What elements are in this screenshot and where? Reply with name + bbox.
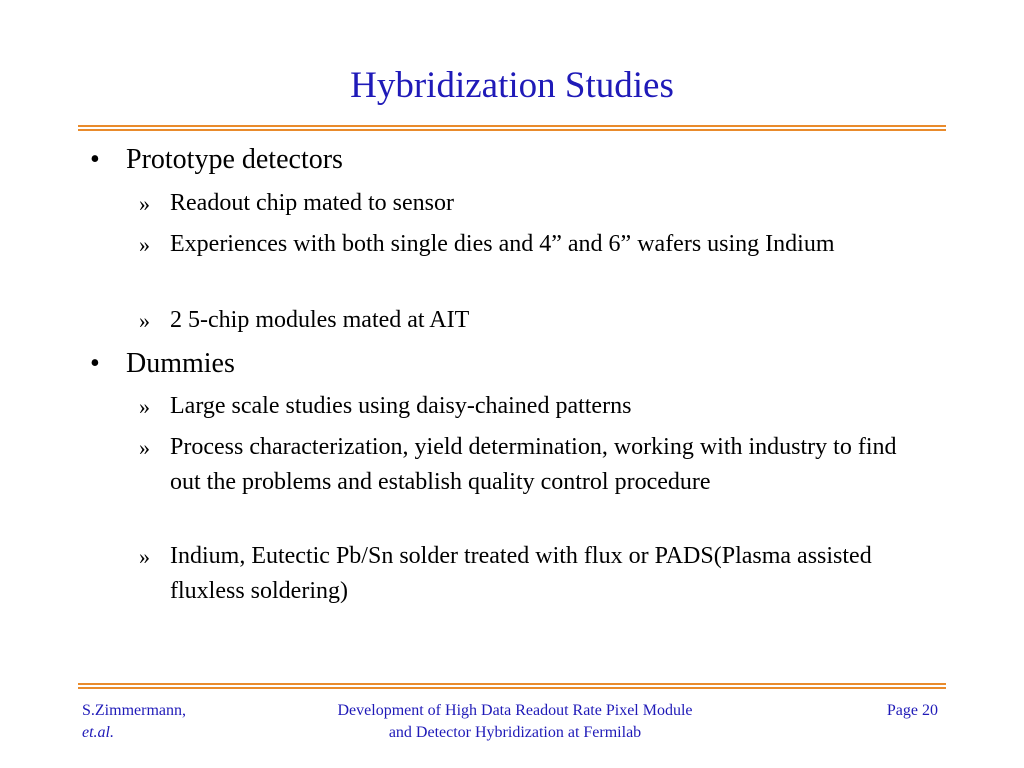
sub-bullet [139, 389, 930, 424]
sub-bullet-text: 2 5-chip modules mated at AIT [170, 307, 470, 333]
footer-author [82, 700, 186, 744]
sub-bullet [139, 539, 930, 609]
sub-bullet-text: Indium, Eutectic Pb/Sn solder treated with flux or PADS(Plasma assisted fluxless soldering) [170, 543, 872, 604]
sub-bullet-text: Readout chip mated to sensor [170, 190, 454, 216]
slide-title: Hybridization Studies [350, 65, 674, 106]
footer-author-etal: et.al. [82, 724, 114, 741]
bullet-marker: • [90, 348, 100, 379]
footer-rule-line [78, 683, 946, 685]
sub-bullet-marker: » [139, 232, 150, 257]
bullet-marker: • [90, 144, 100, 175]
sub-bullet [139, 186, 930, 221]
footer-presentation-title [270, 700, 760, 744]
bullet-text: Dummies [126, 348, 235, 379]
footer-title-line: and Detector Hybridization at Fermilab [388, 724, 642, 741]
sub-bullet [139, 303, 930, 338]
bullet-dummies [90, 347, 926, 381]
sub-bullet-marker: » [139, 308, 150, 333]
footer-rule-line [78, 687, 946, 689]
footer-author-name: S.Zimmermann, [82, 702, 186, 719]
sub-bullet [139, 227, 930, 262]
sub-bullet-marker: » [139, 435, 150, 460]
footer-title-line: Development of High Data Readout Rate Pixel Module [337, 702, 693, 719]
sub-bullet-text: Process characterization, yield determination, working with industry to find out the problems and establish quality control procedure [170, 434, 897, 495]
bullet-prototype-detectors [90, 143, 926, 177]
sub-bullet [139, 430, 930, 500]
sub-bullet-text: Experiences with both single dies and 4” and 6” wafers using Indium [170, 231, 835, 257]
sub-bullet-marker: » [139, 544, 150, 569]
sub-bullet-text: Large scale studies using daisy-chained patterns [170, 393, 632, 419]
sub-bullet-marker: » [139, 191, 150, 216]
bullet-text: Prototype detectors [126, 144, 343, 175]
sub-bullet-marker: » [139, 394, 150, 419]
footer-page-number: Page 20 [886, 702, 938, 719]
